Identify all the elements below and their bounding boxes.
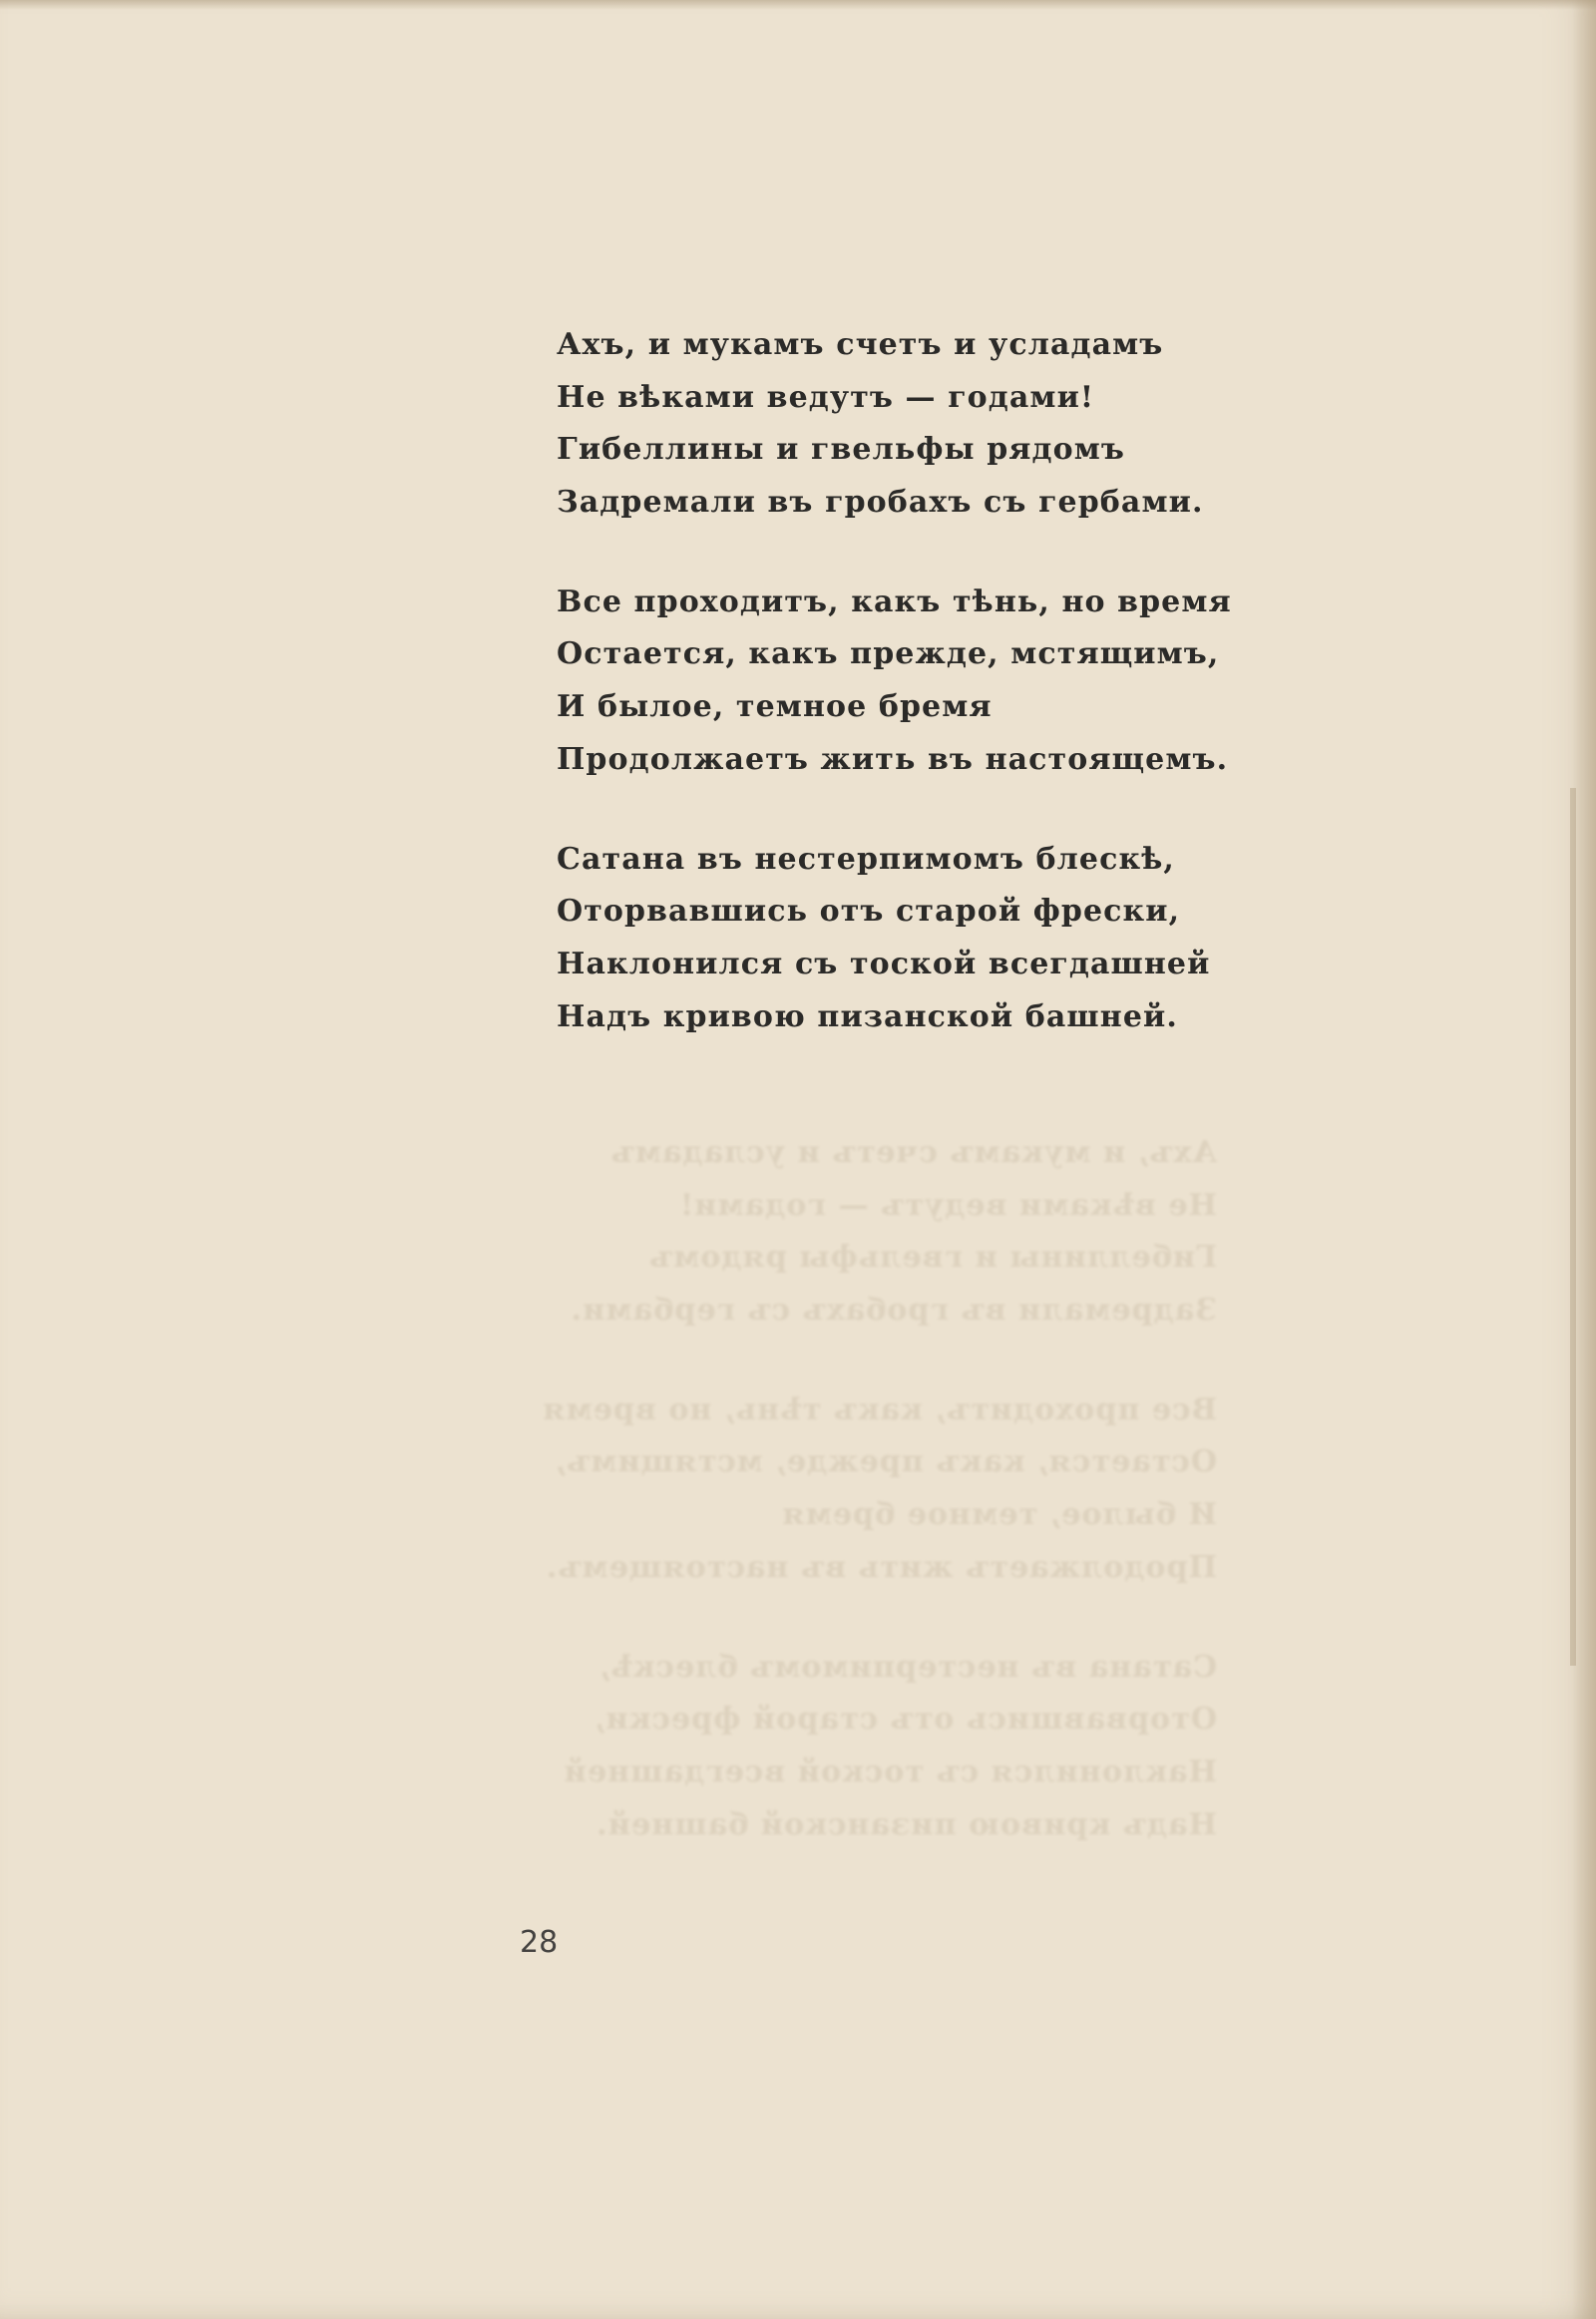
poem-line: Продолжаетъ жить въ настоящемъ. bbox=[557, 741, 1229, 777]
ghost-line: И былое, темное бремя bbox=[781, 1497, 1217, 1533]
ghost-line: Гибеллины и гвельфы рядомъ bbox=[647, 1240, 1217, 1276]
ghost-line: Ахъ, и мукамъ счетъ и усладамъ bbox=[609, 1135, 1217, 1170]
poem-line: Остается, какъ прежде, мстящимъ, bbox=[557, 636, 1220, 672]
stanza-2 bbox=[557, 577, 1232, 787]
ghost-line: Надъ кривою пизанской башней. bbox=[596, 1806, 1217, 1842]
page-number: 28 bbox=[520, 1925, 559, 1960]
poem-line: Сатана въ нестерпимомъ блескѣ, bbox=[557, 841, 1175, 877]
ghost-line: Задремали въ гробахъ съ гербами. bbox=[570, 1293, 1217, 1329]
stanza-3 bbox=[557, 834, 1211, 1044]
ghost-line: Оторвавшись отъ старой фрески, bbox=[593, 1702, 1217, 1738]
ghost-stanza bbox=[542, 1384, 1217, 1595]
poem-line: Наклонился съ тоской всегдашней bbox=[557, 946, 1211, 981]
poem-line: И былое, темное бремя bbox=[557, 689, 993, 725]
ghost-stanza bbox=[559, 1642, 1217, 1852]
poem-line: Все проходитъ, какъ тѣнь, но время bbox=[557, 583, 1232, 619]
poem bbox=[557, 319, 1232, 1090]
poem-line: Гибеллины и гвельфы рядомъ bbox=[557, 432, 1126, 468]
poem-line: Задремали въ гробахъ съ гербами. bbox=[557, 485, 1204, 521]
poem-line: Ахъ, и мукамъ счетъ и усладамъ bbox=[557, 327, 1164, 362]
stanza-1 bbox=[557, 319, 1205, 530]
poem-line: Оторвавшись отъ старой фрески, bbox=[557, 894, 1181, 930]
ghost-line: Не вѣками ведутъ — годами! bbox=[678, 1187, 1217, 1223]
show-through-text bbox=[542, 1127, 1217, 1898]
poem-line: Надъ кривою пизанской башней. bbox=[557, 998, 1178, 1034]
ghost-line: Сатана въ нестерпимомъ блескѣ, bbox=[598, 1649, 1217, 1685]
ghost-line: Остается, какъ прежде, мстящимъ, bbox=[554, 1444, 1217, 1480]
page-fold bbox=[1570, 788, 1576, 1666]
ghost-line: Наклонился съ тоской всегдашней bbox=[563, 1753, 1217, 1789]
ghost-line: Все проходитъ, какъ тѣнь, но время bbox=[542, 1391, 1217, 1427]
poem-line: Не вѣками ведутъ — годами! bbox=[557, 379, 1095, 415]
page-top-edge bbox=[0, 0, 1596, 10]
ghost-line: Продолжаетъ жить въ настоящемъ. bbox=[545, 1549, 1217, 1585]
ghost-stanza bbox=[559, 1127, 1217, 1338]
